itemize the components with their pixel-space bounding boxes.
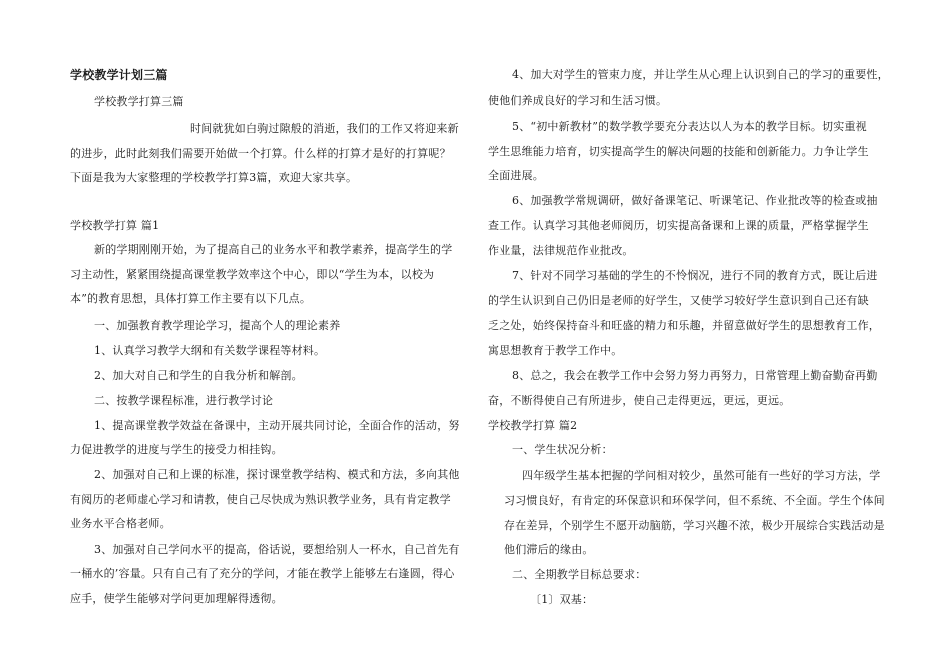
paragraph-line: 6、加强教学常规调研，做好备课笔记、听课笔记、作业批改等的检查或抽 [512, 194, 878, 207]
paragraph-line: 他们滞后的缘由。 [504, 543, 594, 556]
paragraph-line: 2、加强对自己和上课的标准，探讨课堂教学结构、模式和方法，多向其他 [94, 468, 460, 481]
paragraph-line: 1、认真学习教学大纲和有关数学课程等材料。 [94, 344, 326, 357]
paragraph-line: 二、全期教学目标总要求： [512, 568, 647, 581]
paragraph-line: 业务水平合格老师。 [70, 517, 171, 530]
paragraph-line: 学生思维能力培育，切实提高学生的解决问题的技能和创新能力。力争让学生 [488, 145, 869, 158]
paragraph-line: 本”的教育思想，具体打算工作主要有以下几点。 [70, 292, 312, 305]
paragraph-line: 下面是我为大家整理的学校教学打算3篇，欢迎大家共享。 [70, 171, 358, 184]
paragraph-line: 力促进教学的进度与学生的接受力相挂钩。 [70, 443, 283, 456]
paragraph-line: 的进步，此时此刻我们需要开始做一个打算。什么样的打算才是好的打算呢？ [70, 147, 451, 160]
section-heading: 学校教学打算 篇1 [70, 219, 160, 232]
paragraph-line: 四年级学生基本把握的学问相对较少，虽然可能有一些好的学习方法，学 [522, 469, 881, 482]
paragraph-line: 的学生认识到自己仍旧是老师的好学生，又使学习较好学生意识到自己还有缺 [488, 294, 869, 307]
paragraph-line: 使他们养成良好的学习和生活习惯。 [488, 94, 668, 107]
paragraph-line: 一、学生状况分析： [512, 443, 613, 456]
paragraph-line: 2、加大对自己和学生的自我分析和解剖。 [94, 369, 303, 382]
paragraph-line: 3、加强对自己学问水平的提高，俗话说，要想给别人一杯水，自己首先有 [94, 543, 460, 556]
paragraph-line: 习习惯良好，有肯定的环保意识和环保学问，但不系统、不全面。学生个体间 [504, 494, 885, 507]
paragraph-line: 1、提高课堂教学效益在备课中，主动开展共同讨论，全面合作的活动，努 [94, 419, 460, 432]
paragraph-line: 全面进展。 [488, 169, 544, 182]
paragraph-line: 新的学期刚刚开始，为了提高自己的业务水平和教学素养，提高学生的学 [94, 243, 453, 256]
paragraph-line: 8、总之，我会在教学工作中会努力努力再努力，日常管理上勤奋勤奋再勤 [512, 369, 878, 382]
paragraph-line: 4、加大对学生的管束力度，并让学生从心理上认识到自己的学习的重要性， [512, 68, 889, 81]
paragraph-line: 寓思想教育于教学工作中。 [488, 344, 623, 357]
section-heading: 学校教学打算 篇2 [488, 419, 578, 432]
paragraph-line: 一桶水的’容量。只有自己有了充分的学问，才能在教学上能够左右逢圆，得心 [70, 567, 455, 580]
paragraph-line: 有阅历的老师虚心学习和请教，使自己尽快成为熟识教学业务，具有肯定教学 [70, 493, 451, 506]
paragraph-line: 二、按教学课程标准，进行教学讨论 [94, 394, 274, 407]
paragraph-line: 习主动性，紧紧围绕提高课堂教学效率这个中心，即以“学生为本，以校为 [70, 268, 435, 281]
paragraph-line: 7、针对不同学习基础的学生的不怜悯况，进行不同的教育方式，既让后进 [512, 269, 878, 282]
paragraph-line: 乏之处，始终保持奋斗和旺盛的精力和乐趣，并留意做好学生的思想教育工作， [488, 319, 880, 332]
document-title: 学校教学计划三篇 [70, 68, 168, 82]
paragraph-line: 5、“初中新教材”的数学教学要充分表达以人为本的教学目标。切实重视 [512, 120, 867, 133]
paragraph-line: 一、加强教育教学理论学习，提高个人的理论素养 [94, 319, 341, 332]
paragraph-line: 查工作。认真学习其他老师阅历，切实提高备课和上课的质量，严格掌握学生 [488, 219, 869, 232]
paragraph-line: 学校教学打算三篇 [94, 95, 184, 108]
paragraph-line: 时间就犹如白驹过隙般的消逝，我们的工作又将迎来新 [190, 122, 459, 135]
paragraph-line: 作业量，法律规范作业批改。 [488, 244, 634, 257]
paragraph-line: 存在差异，个别学生不愿开动脑筋，学习兴趣不浓，极少开展综合实践活动是 [504, 519, 885, 532]
paragraph-line: 〔1〕双基： [530, 593, 594, 606]
paragraph-line: 奋，不断得使自己有所进步，使自己走得更远，更远，更远。 [488, 394, 791, 407]
paragraph-line: 应手，使学生能够对学问更加理解得透彻。 [70, 592, 283, 605]
